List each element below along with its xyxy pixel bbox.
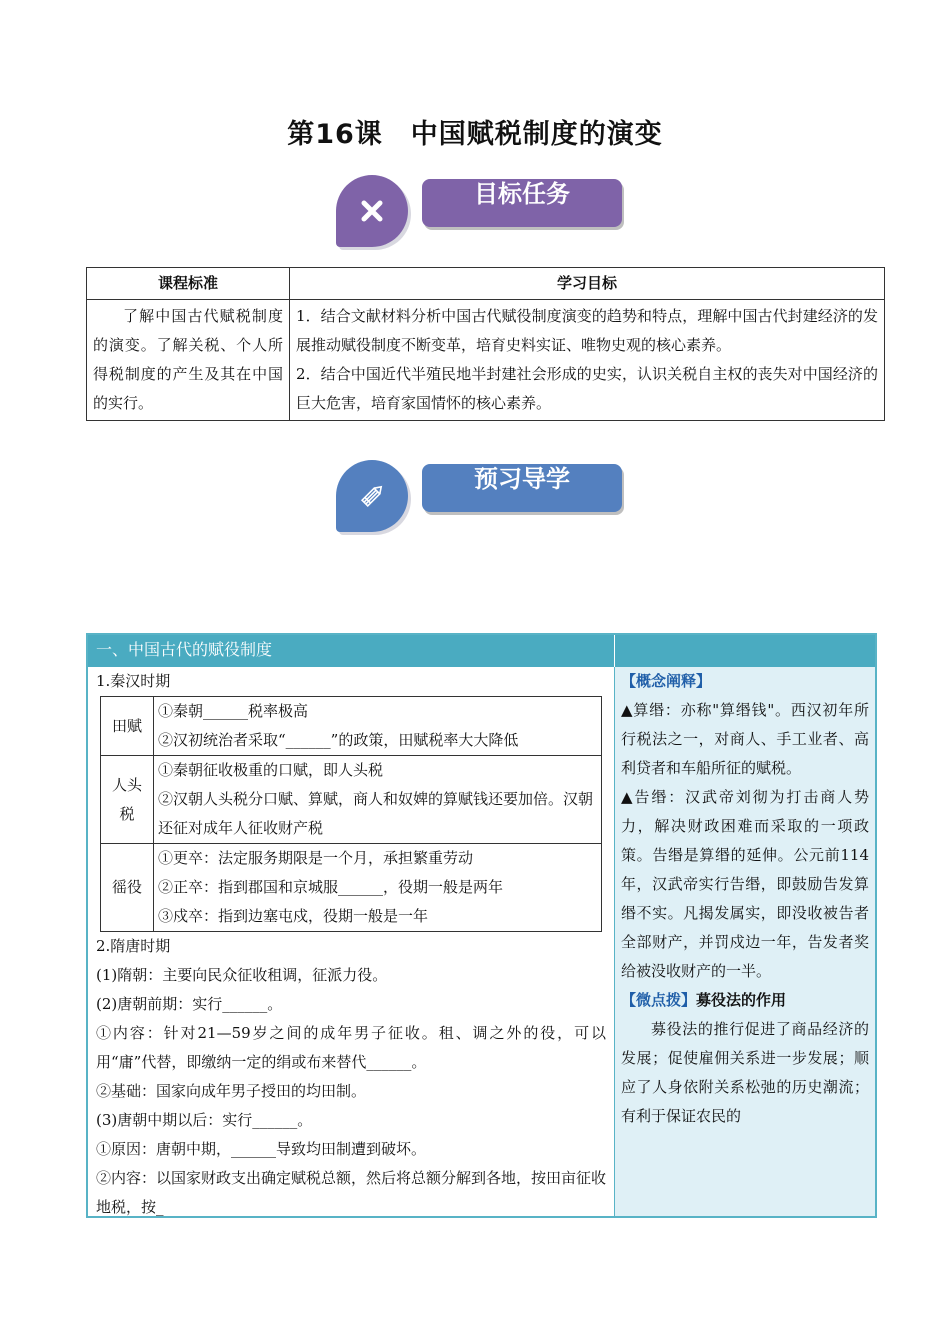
- goals-col-objective-header: 学习目标: [290, 268, 885, 300]
- row-item: ②汉朝人头税分口赋、算赋，商人和奴婢的算赋钱还要加倍。汉朝还征对成年人征收财产税: [158, 790, 594, 837]
- text-line: ②内容：以国家财政支出确定赋税总额，然后将总额分解到各地，按田亩征收地税，按_: [96, 1169, 607, 1216]
- pencil-icon: [336, 460, 408, 532]
- text-line: (1)隋朝：主要向民众征收租调，征派力役。: [96, 966, 388, 984]
- objective-1: 1．结合文献材料分析中国古代赋役制度演变的趋势和特点，理解中国古代封建经济的发展推动赋役制度不断变革，培育史料实证、唯物史观的核心素养。: [296, 307, 878, 354]
- text-line: 2.隋唐时期: [96, 937, 171, 955]
- curriculum-standard: 了解中国古代赋税制度的演变。了解关税、个人所得税制度的产生及其在中国的实行。: [87, 300, 290, 421]
- row-category-text: 人头税: [111, 775, 142, 823]
- row-item: ①秦朝______税率极高: [158, 702, 309, 720]
- qinhan-table: [100, 696, 602, 932]
- goals-col-standard-header: 课程标准: [87, 268, 290, 300]
- header-divider: [614, 635, 615, 667]
- goals-table: [86, 267, 885, 421]
- row-items: [154, 697, 602, 756]
- row-items: [154, 844, 602, 932]
- tip-tag: 【微点拨】: [621, 991, 697, 1009]
- study-main-column: [88, 667, 614, 1216]
- row-item: ①更卒：法定服务期限是一个月，承担繁重劳动: [158, 849, 474, 867]
- row-items: [154, 756, 602, 844]
- qinhan-heading: 1.秦汉时期: [96, 672, 171, 690]
- close-icon: [336, 175, 408, 247]
- table-row: [101, 697, 602, 756]
- row-item: ③戍卒：指到边塞屯戍，役期一般是一年: [158, 907, 429, 925]
- study-section: [86, 633, 877, 1218]
- text-line: (2)唐朝前期：实行______。: [96, 995, 283, 1013]
- row-category: [101, 756, 154, 844]
- table-row: [101, 756, 602, 844]
- row-category: 田赋: [101, 697, 154, 756]
- row-item: ②汉初统治者采取“______”的政策，田赋税率大大降低: [158, 731, 519, 749]
- tip-text: 募役法的推行促进了商品经济的发展；促使雇佣关系进一步发展；顺应了人身依附关系松弛的历史潮流；有利于保证农民的: [621, 1020, 869, 1125]
- text-line: ①内容：针对21—59岁之间的成年男子征收。租、调之外的役，可以用“庸”代替，即缴纳一定的绢或布来替代______。: [96, 1024, 606, 1071]
- row-item: ②正卒：指到郡国和京城服______，役期一般是两年: [158, 878, 504, 896]
- row-item: ①秦朝征收极重的口赋，即人头税: [158, 761, 384, 779]
- text-line: ①原因：唐朝中期，______导致均田制遭到破坏。: [96, 1140, 427, 1158]
- row-category: 徭役: [101, 844, 154, 932]
- tip-title: 募役法的作用: [696, 991, 787, 1009]
- tip-heading: [621, 986, 869, 1015]
- concept-suanmin: ▲算缗：亦称"算缗钱"。西汉初年所行税法之一，对商人、手工业者、高利贷者和车船所征的赋税。: [621, 701, 869, 777]
- sidebar-notes: [614, 667, 875, 1216]
- page-title: 第16课 中国赋税制度的演变: [287, 119, 663, 150]
- concept-gaomin: ▲告缗：汉武帝刘彻为打击商人势力，解决财政困难而采取的一项政策。告缗是算缗的延伸。公元前114年，汉武帝实行告缗，即鼓励告发算缗不实。凡揭发属实，即没收被告者全部财产，并罚戍边一年，告发者奖给被没收财产的一半。: [621, 788, 869, 980]
- learning-objectives: [290, 300, 885, 421]
- table-row: [101, 844, 602, 932]
- section-title: 一、中国古代的赋役制度: [96, 640, 273, 659]
- text-line: (3)唐朝中期以后：实行______。: [96, 1111, 313, 1129]
- concept-tag: 【概念阐释】: [621, 672, 712, 690]
- text-line: ②基础：国家向成年男子授田的均田制。: [96, 1082, 367, 1100]
- section-header: [88, 635, 875, 667]
- goals-banner-label: 目标任务: [422, 179, 622, 227]
- preview-banner-label: 预习导学: [422, 464, 622, 512]
- objective-2: 2．结合中国近代半殖民地半封建社会形成的史实，认识关税自主权的丧失对中国经济的巨大危害，培育家国情怀的核心素养。: [296, 365, 878, 412]
